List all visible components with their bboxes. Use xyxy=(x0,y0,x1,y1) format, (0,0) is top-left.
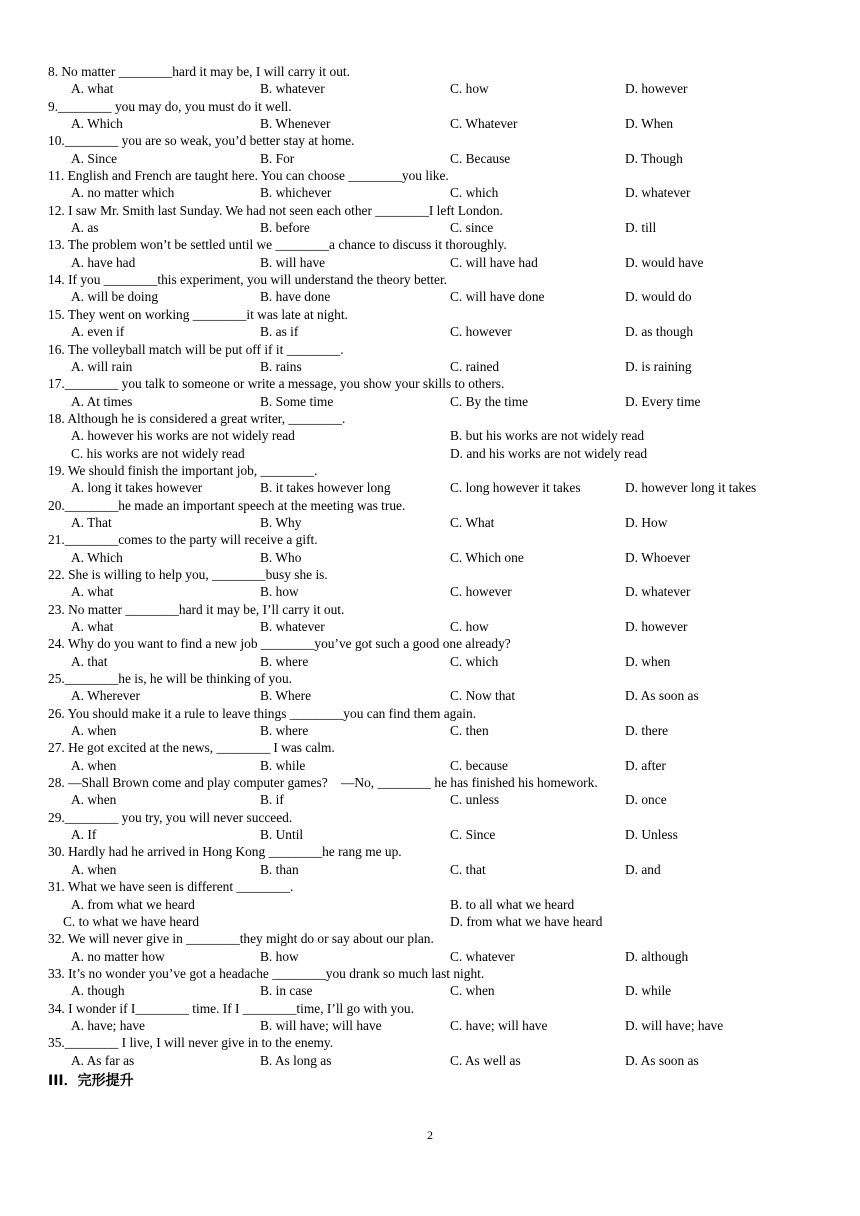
question-20-stem: 20.________he made an important speech at the meeting was true. xyxy=(48,497,406,513)
question-24-options-row xyxy=(0,653,860,670)
question-31-options-row xyxy=(0,913,860,930)
question-16-option: A. will rain xyxy=(71,358,133,374)
question-31-stem: 31. What we have seen is different ________. xyxy=(48,879,294,895)
question-8-option: D. however xyxy=(625,81,688,97)
question-14-option: D. would do xyxy=(625,289,692,305)
question-20-option: B. Why xyxy=(260,514,302,530)
question-31-option: C. to what we have heard xyxy=(63,913,200,929)
question-9-options-row xyxy=(0,115,860,132)
question-9-option: C. Whatever xyxy=(450,116,518,132)
question-31-option: D. from what we have heard xyxy=(450,913,603,929)
question-16-stem: 16. The volleyball match will be put off if it ________. xyxy=(48,341,344,357)
question-21-stem: 21.________comes to the party will receive a gift. xyxy=(48,532,318,548)
question-27-option: D. after xyxy=(625,757,666,773)
question-11-stem: 11. English and French are taught here. You can choose ________you like. xyxy=(48,168,449,184)
question-12-option: B. before xyxy=(260,220,310,236)
question-22-options-row xyxy=(0,583,860,600)
question-17-option: B. Some time xyxy=(260,393,334,409)
question-8-options-row xyxy=(0,80,860,97)
question-24-option: B. where xyxy=(260,653,309,669)
question-32-option: D. although xyxy=(625,948,689,964)
question-31-option: A. from what we heard xyxy=(71,896,195,912)
question-35-option: A. As far as xyxy=(71,1052,135,1068)
question-26-option: B. where xyxy=(260,723,309,739)
question-25-options-row xyxy=(0,687,860,704)
question-13-option: C. will have had xyxy=(450,254,538,270)
question-22-option: A. what xyxy=(71,584,114,600)
question-20-option: D. How xyxy=(625,514,668,530)
question-19-option: B. it takes however long xyxy=(260,480,391,496)
question-24-option: A. that xyxy=(71,653,108,669)
question-26-stem: 26. You should make it a rule to leave things ________you can find them again. xyxy=(48,705,477,721)
question-28-option: C. unless xyxy=(450,792,500,808)
question-13-option: A. have had xyxy=(71,254,136,270)
question-15-option: B. as if xyxy=(260,324,299,340)
question-26-option: A. when xyxy=(71,723,117,739)
question-27-stem: 27. He got excited at the news, ________ I was calm. xyxy=(48,740,335,756)
question-11-options-row xyxy=(0,184,860,201)
question-23-options-row xyxy=(0,618,860,635)
question-35-option: C. As well as xyxy=(450,1052,521,1068)
question-34-option: A. have; have xyxy=(71,1017,145,1033)
question-9-option: A. Which xyxy=(71,116,123,132)
question-26-option: D. there xyxy=(625,723,669,739)
question-22-option: D. whatever xyxy=(625,584,691,600)
question-25-option: C. Now that xyxy=(450,688,516,704)
question-27-option: C. because xyxy=(450,757,509,773)
question-32-stem: 32. We will never give in ________they might do or say about our plan. xyxy=(48,931,434,947)
question-26-options-row xyxy=(0,722,860,739)
question-20-options-row xyxy=(0,514,860,531)
question-34-options-row xyxy=(0,1017,860,1034)
question-18-option: D. and his works are not widely read xyxy=(450,445,648,461)
question-18-options-row xyxy=(0,445,860,462)
question-32-option: B. how xyxy=(260,948,299,964)
question-23-stem: 23. No matter ________hard it may be, I’ll carry it out. xyxy=(48,601,345,617)
question-9-stem: 9.________ you may do, you must do it well. xyxy=(48,98,292,114)
question-29-option: C. Since xyxy=(450,827,496,843)
question-15-option: C. however xyxy=(450,324,512,340)
question-32-option: C. whatever xyxy=(450,948,515,964)
question-17-option: C. By the time xyxy=(450,393,529,409)
question-12-option: A. as xyxy=(71,220,99,236)
question-32-option: A. no matter how xyxy=(71,948,165,964)
question-8-option: B. whatever xyxy=(260,81,325,97)
question-29-option: D. Unless xyxy=(625,827,678,843)
question-18-stem: 18. Although he is considered a great writer, ________. xyxy=(48,410,346,426)
question-28-option: A. when xyxy=(71,792,117,808)
question-25-option: A. Wherever xyxy=(71,688,140,704)
question-34-stem: 34. I wonder if I________ time. If I ________time, I’ll go with you. xyxy=(48,1000,414,1016)
question-19-stem: 19. We should finish the important job, ________. xyxy=(48,462,318,478)
question-13-stem: 13. The problem won’t be settled until we ________a chance to discuss it thoroughly. xyxy=(48,237,507,253)
question-33-stem: 33. It’s no wonder you’ve got a headache ________you drank so much last night. xyxy=(48,965,485,981)
question-12-option: C. since xyxy=(450,220,494,236)
question-24-stem: 24. Why do you want to find a new job ________you’ve got such a good one already? xyxy=(48,636,511,652)
question-9-option: B. Whenever xyxy=(260,116,331,132)
question-24-option: C. which xyxy=(450,653,499,669)
question-15-option: D. as though xyxy=(625,324,694,340)
question-35-option: D. As soon as xyxy=(625,1052,699,1068)
question-35-option: B. As long as xyxy=(260,1052,332,1068)
question-22-option: B. how xyxy=(260,584,299,600)
question-12-option: D. till xyxy=(625,220,657,236)
question-19-option: A. long it takes however xyxy=(71,480,203,496)
question-28-option: B. if xyxy=(260,792,284,808)
question-23-option: D. however xyxy=(625,619,688,634)
question-10-option: A. Since xyxy=(71,150,118,166)
question-18-option: A. however his works are not widely read xyxy=(71,428,295,444)
question-21-option: B. Who xyxy=(260,549,302,565)
question-12-options-row xyxy=(0,219,860,236)
question-34-option: C. have; will have xyxy=(450,1017,548,1033)
question-14-option: A. will be doing xyxy=(71,289,159,305)
question-15-option: A. even if xyxy=(71,324,125,340)
question-28-stem: 28. —Shall Brown come and play computer games? —No, ________ he has finished his homework. xyxy=(48,775,598,791)
question-23-option: B. whatever xyxy=(260,619,325,634)
question-13-options-row xyxy=(0,254,860,271)
question-19-option: D. however long it takes xyxy=(625,480,757,496)
question-15-stem: 15. They went on working ________it was late at night. xyxy=(48,306,348,322)
question-13-option: B. will have xyxy=(260,254,326,270)
question-15-options-row xyxy=(0,323,860,340)
question-10-options-row xyxy=(0,150,860,167)
question-34-option: D. will have; have xyxy=(625,1017,724,1033)
question-17-stem: 17.________ you talk to someone or write a message, you show your skills to others. xyxy=(48,376,505,392)
question-33-option: C. when xyxy=(450,983,495,999)
question-11-option: A. no matter which xyxy=(71,185,175,201)
question-27-options-row xyxy=(0,757,860,774)
question-18-options-row xyxy=(0,427,860,444)
question-13-option: D. would have xyxy=(625,254,704,270)
question-28-option: D. once xyxy=(625,792,667,808)
question-31-options-row xyxy=(0,896,860,913)
question-33-options-row xyxy=(0,982,860,999)
question-22-option: C. however xyxy=(450,584,512,600)
question-16-option: B. rains xyxy=(260,358,302,374)
question-26-option: C. then xyxy=(450,723,489,739)
question-29-stem: 29.________ you try, you will never succeed. xyxy=(48,809,293,825)
question-33-option: D. while xyxy=(625,983,672,999)
question-22-stem: 22. She is willing to help you, ________busy she is. xyxy=(48,566,328,582)
question-28-options-row xyxy=(0,791,860,808)
question-29-options-row xyxy=(0,826,860,843)
question-9-option: D. When xyxy=(625,116,674,132)
question-19-option: C. long however it takes xyxy=(450,480,581,496)
question-16-option: C. rained xyxy=(450,358,500,374)
question-27-option: B. while xyxy=(260,757,306,773)
question-30-option: A. when xyxy=(71,861,117,877)
question-10-option: D. Though xyxy=(625,150,683,166)
question-10-option: C. Because xyxy=(450,150,511,166)
question-20-option: C. What xyxy=(450,514,495,530)
section-heading: III．完形提升 xyxy=(48,1072,134,1089)
question-14-options-row xyxy=(0,288,860,305)
question-35-options-row xyxy=(0,1052,860,1069)
worksheet-page xyxy=(0,63,860,1091)
question-30-option: B. than xyxy=(260,861,299,877)
question-17-options-row xyxy=(0,393,860,410)
question-21-option: C. Which one xyxy=(450,549,524,565)
question-16-option: D. is raining xyxy=(625,358,692,374)
question-16-options-row xyxy=(0,358,860,375)
question-11-option: D. whatever xyxy=(625,185,691,201)
question-24-option: D. when xyxy=(625,653,671,669)
question-11-option: C. which xyxy=(450,185,499,201)
question-29-option: A. If xyxy=(71,827,97,843)
question-14-stem: 14. If you ________this experiment, you will understand the theory better. xyxy=(48,272,448,288)
question-32-options-row xyxy=(0,948,860,965)
question-33-option: B. in case xyxy=(260,983,313,999)
question-17-option: D. Every time xyxy=(625,393,701,409)
question-30-stem: 30. Hardly had he arrived in Hong Kong ________he rang me up. xyxy=(48,844,402,860)
question-18-option: B. but his works are not widely read xyxy=(450,428,645,444)
question-19-options-row xyxy=(0,479,860,496)
question-8-option: A. what xyxy=(71,81,114,97)
question-30-option: C. that xyxy=(450,861,486,877)
question-21-options-row xyxy=(0,549,860,566)
question-10-stem: 10.________ you are so weak, you’d better stay at home. xyxy=(48,133,355,149)
question-18-option: C. his works are not widely read xyxy=(71,445,245,461)
question-10-option: B. For xyxy=(260,150,295,166)
page-number: 2 xyxy=(427,1128,433,1142)
question-27-option: A. when xyxy=(71,757,117,773)
question-25-option: B. Where xyxy=(260,688,312,704)
question-30-option: D. and xyxy=(625,861,661,877)
question-25-stem: 25.________he is, he will be thinking of you. xyxy=(48,671,292,687)
question-20-option: A. That xyxy=(71,514,112,530)
question-25-option: D. As soon as xyxy=(625,688,699,704)
question-35-stem: 35.________ I live, I will never give in to the enemy. xyxy=(48,1035,334,1051)
question-8-stem: 8. No matter ________hard it may be, I will carry it out. xyxy=(48,64,350,79)
question-23-option: C. how xyxy=(450,619,489,634)
question-14-option: C. will have done xyxy=(450,289,545,305)
question-21-option: A. Which xyxy=(71,549,123,565)
question-21-option: D. Whoever xyxy=(625,549,691,565)
question-23-option: A. what xyxy=(71,619,114,634)
question-17-option: A. At times xyxy=(71,393,133,409)
question-29-option: B. Until xyxy=(260,827,304,843)
question-34-option: B. will have; will have xyxy=(260,1017,382,1033)
question-12-stem: 12. I saw Mr. Smith last Sunday. We had not seen each other ________I left London. xyxy=(48,202,503,218)
question-11-option: B. whichever xyxy=(260,185,332,201)
question-14-option: B. have done xyxy=(260,289,331,305)
question-8-option: C. how xyxy=(450,81,489,97)
question-33-option: A. though xyxy=(71,983,125,999)
question-30-options-row xyxy=(0,861,860,878)
question-31-option: B. to all what we heard xyxy=(450,896,575,912)
